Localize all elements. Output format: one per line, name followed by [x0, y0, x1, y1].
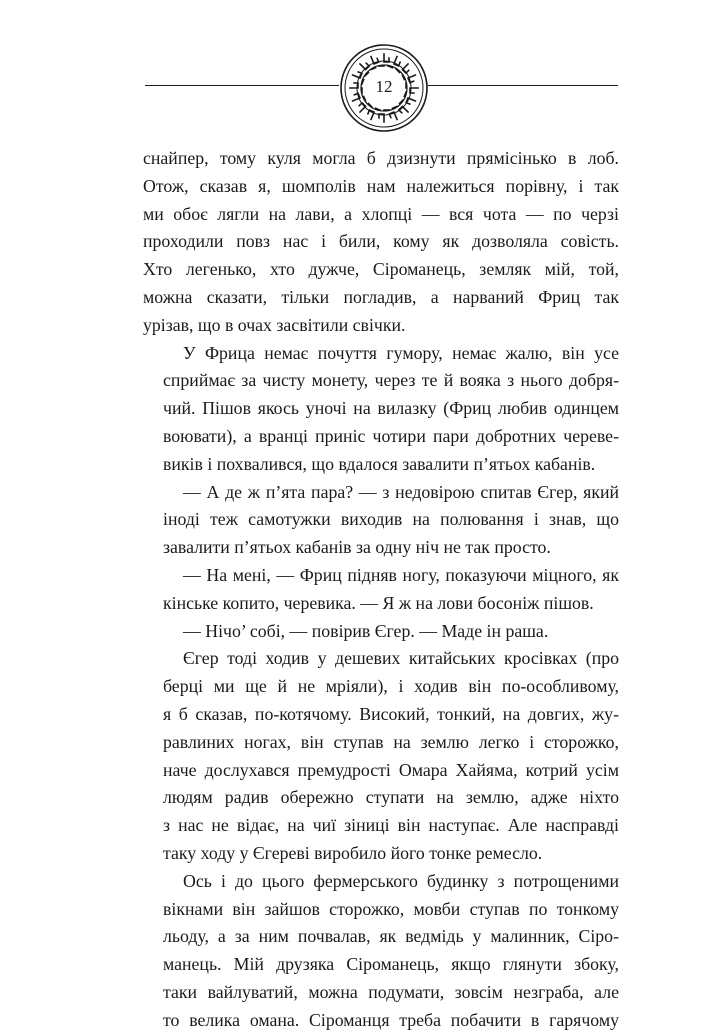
text-line: іноді теж самотужки виходив на полювання і знав, що	[163, 509, 619, 530]
text-line: — А де ж п’ята пара? — з недовірою спитав Єгер, який	[183, 481, 619, 502]
text-line: равлиних ногах, він ступав на землю легко і сторожко,	[163, 731, 619, 752]
text-line: манець. Мій друзяка Сіроманець, якщо глянути збоку,	[163, 954, 619, 975]
text-line: можна сказати, тільки погладив, а нарваний Фриц так	[143, 286, 619, 307]
text-line: берці ми ще й не мріяли), і ходив він по-особливому,	[163, 676, 619, 697]
paragraph	[143, 340, 619, 479]
page-number: 12	[375, 77, 393, 96]
header-rule-left	[145, 85, 339, 86]
text-line: проходили повз нас і били, кому як дозволяла совість.	[143, 231, 619, 252]
text-line: таку ходу у Єгереві виробило його тонке ремесло.	[163, 842, 543, 863]
text-line: кінське копито, черевика. — Я ж на лови босоніж пішов.	[163, 592, 594, 613]
paragraph	[143, 618, 619, 646]
text-line: вікнами він зайшов сторожко, мовби ступав по тонкому	[163, 898, 619, 919]
paragraph	[143, 868, 619, 1035]
text-line: Отож, сказав я, шомполів нам належиться порівну, і так	[143, 175, 619, 196]
text-line: з нас не відає, на чиї зіниці він наступає. Але насправді	[163, 815, 619, 836]
text-line: льоду, а за ним почвалав, як ведмідь у малинник, Сіро-	[163, 926, 619, 947]
text-body	[143, 145, 619, 1035]
text-line: то велика омана. Сіроманця треба побачити в гарячому	[163, 1009, 619, 1030]
text-line: наче дослухався премудрості Омара Хайяма, котрий усім	[163, 759, 619, 780]
text-line: виків і похвалився, що вдалося завалити п’ятьох кабанів.	[163, 453, 596, 474]
text-line: Єгер тоді ходив у дешевих китайських кросівках (про	[183, 648, 619, 669]
text-line: сприймає за чисту монету, через те й вояка з нього добря-	[163, 370, 619, 391]
text-line: — На мені, — Фриц підняв ногу, показуючи міцного, як	[183, 564, 619, 585]
text-line: людям радив обережно ступати на землю, адже ніхто	[163, 787, 619, 808]
text-line: ми обоє лягли на лави, а хлопці — вся чота — по черзі	[143, 203, 619, 224]
text-line: урізав, що в очах засвітили свічки.	[143, 314, 406, 335]
header-rule-right	[428, 85, 618, 86]
paragraph	[143, 479, 619, 562]
text-line: чий. Пішов якось уночі на вилазку (Фриц любив одинцем	[163, 398, 619, 419]
paragraph	[143, 562, 619, 618]
paragraph	[143, 645, 619, 867]
text-line: — Нічо’ собі, — повірив Єгер. — Маде ін раша.	[183, 620, 549, 641]
text-line: Ось і до цього фермерського будинку з потрощеними	[183, 870, 619, 891]
paragraph	[143, 145, 619, 340]
text-line: завалити п’ятьох кабанів за одну ніч не так просто.	[163, 537, 551, 558]
text-line: У Фрица немає почуття гумору, немає жалю, він усе	[183, 342, 619, 363]
page-header	[0, 0, 720, 140]
text-line: воювати), а вранці приніс чотири пари добротних череве-	[163, 425, 619, 446]
text-line: я б сказав, по-котячому. Високий, тонкий, на довгих, жу-	[163, 703, 619, 724]
text-line: Хто легенько, хто дужче, Сіроманець, земляк мій, той,	[143, 259, 619, 280]
text-line: снайпер, тому куля могла б дзизнути прямісінько в лоб.	[143, 148, 619, 168]
text-line: таки вайлуватий, можна подумати, зовсім незграба, але	[163, 981, 619, 1002]
